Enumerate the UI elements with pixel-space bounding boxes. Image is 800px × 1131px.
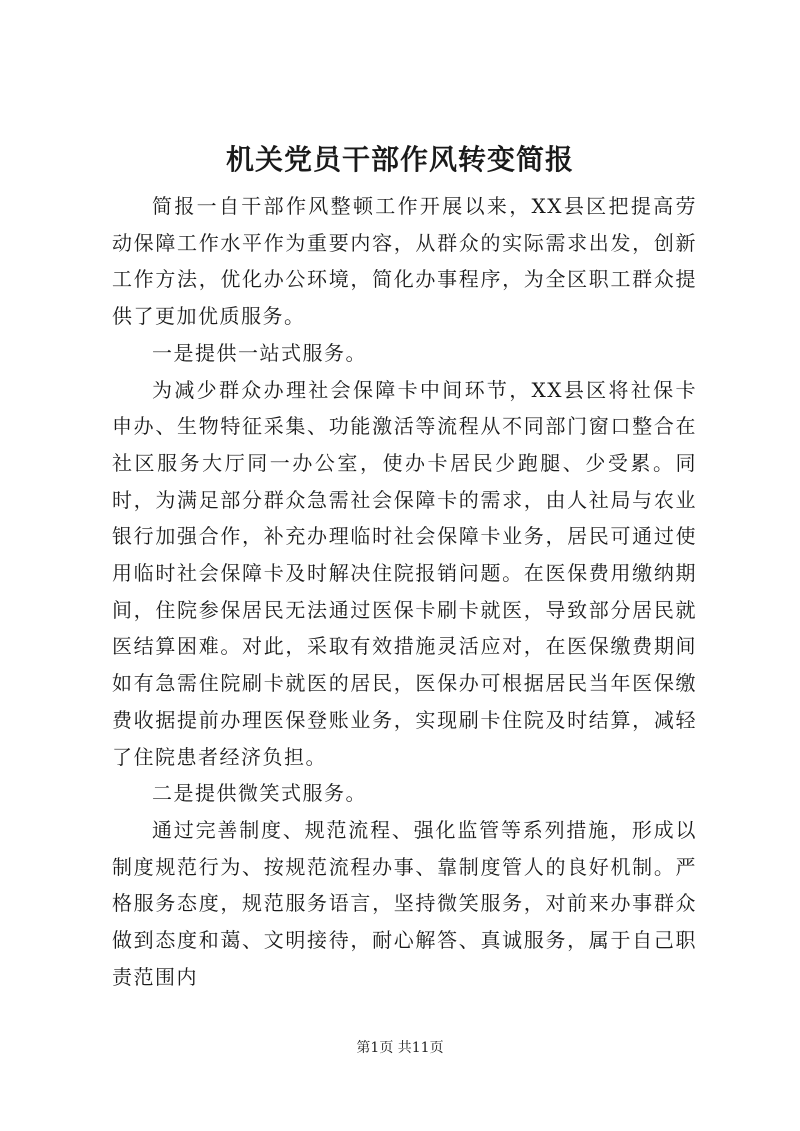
document-body (112, 188, 697, 995)
paragraph-intro: 简报一自干部作风整顿工作开展以来，XX县区把提高劳动保障工作水平作为重要内容，从群众的实际需求出发，创新工作方法，优化办公环境，简化办事程序，为全区职工群众提供了更加优质服务。 (112, 194, 697, 329)
section-heading-smile-service: 二是提供微笑式服务。 (152, 781, 367, 806)
paragraph-smile-service: 通过完善制度、规范流程、强化监管等系列措施，形成以制度规范行为、按规范流程办事、靠制度管人的良好机制。严格服务态度，规范服务语言，坚持微笑服务，对前来办事群众做到态度和蔼、文明接待，耐心解答、真诚服务，属于自己职责范围内 (112, 817, 697, 989)
paragraph-one-stop-service: 为减少群众办理社会保障卡中间环节，XX县区将社保卡申办、生物特征采集、功能激活等流程从不同部门窗口整合在社区服务大厅同一办公室，使办卡居民少跑腿、少受累。同时，为满足部分群众急需社会保障卡的需求，由人社局与农业银行加强合作，补充办理临时社会保障卡业务，居民可通过使用临时社会保障卡及时解决住院报销问题。在医保费用缴纳期间，住院参保居民无法通过医保卡刷卡就医，导致部分居民就医结算困难。对此，采取有效措施灵活应对，在医保缴费期间如有急需住院刷卡就医的居民，医保办可根据居民当年医保缴费收据提前办理医保登账业务，实现刷卡住院及时结算，减轻了住院患者经济负担。 (112, 377, 697, 769)
document-title: 机关党员干部作风转变简报 (225, 143, 574, 176)
page-number-footer: 第1页 共11页 (356, 1040, 444, 1056)
section-heading-one-stop-service: 一是提供一站式服务。 (152, 340, 367, 365)
